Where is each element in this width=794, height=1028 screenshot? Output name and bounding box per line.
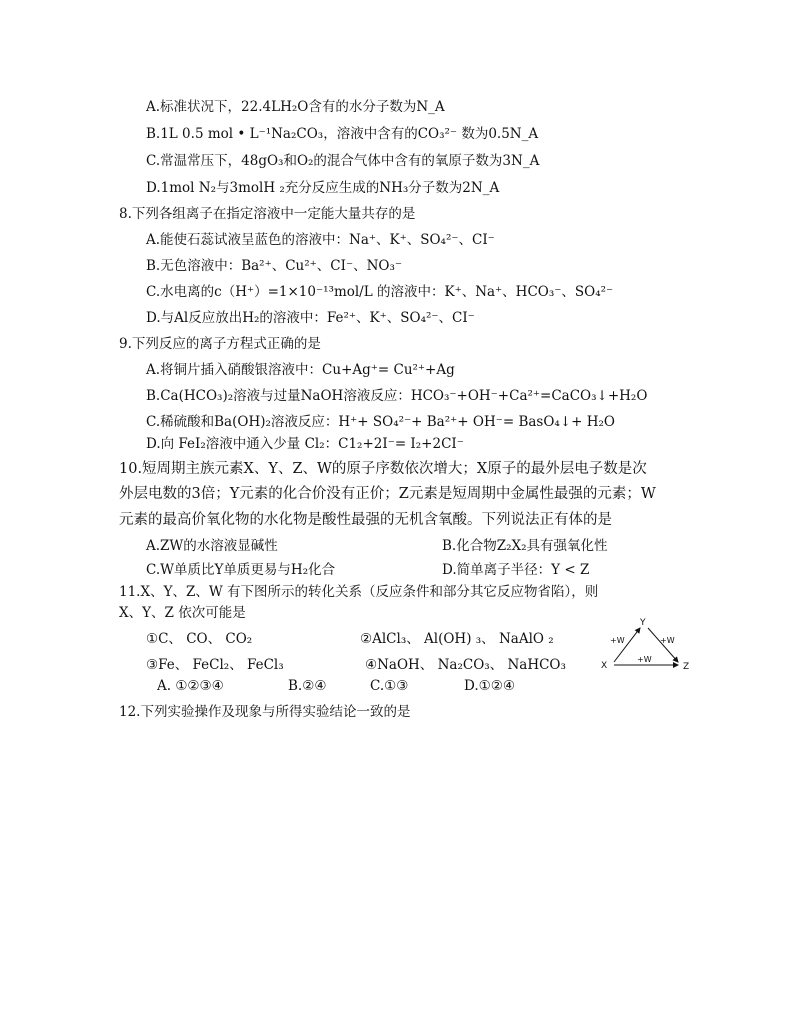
q11-stem-line2: X、Y、Z 依次可能是 [119,605,246,621]
q10-option-b: B.化合物Z₂X₂具有强氧化性 [442,538,608,554]
q11-option-d: D.①②④ [464,678,515,694]
q9-stem: 9.下列反应的离子方程式正确的是 [119,336,321,352]
q11-option-b: B.②④ [288,678,327,694]
q7-option-b: B.1L 0.5 mol • L⁻¹Na₂CO₃，溶液中含有的CO₃²⁻ 数为0.5N_A [146,126,539,142]
q7-option-d: D.1mol N₂与3molH ₂充分反应生成的NH₃分子数为2N_A [146,180,500,196]
arrow-y-to-z [648,628,678,662]
q7-option-a: A.标准状况下，22.4LH₂O含有的水分子数为N_A [146,99,445,115]
q9-option-a: A.将铜片插入硝酸银溶液中：Cu+Ag⁺= Cu²⁺+Ag [146,362,455,378]
q9-option-c: C.稀硫酸和Ba(OH)₂溶液反应：H⁺+ SO₄²⁻+ Ba²⁺+ OH⁻= BasO₄↓+ H₂O [146,414,615,430]
q8-option-a: A.能使石蕊试液呈蓝色的溶液中：Na⁺、K⁺、SO₄²⁻、CI⁻ [146,232,495,248]
q10-option-c: C.W单质比Y单质更易与H₂化合 [146,562,336,578]
q10-option-d: D.简单离子半径：Y < Z [442,562,590,578]
q8-option-c: C.水电离的c（H⁺）=1×10⁻¹³mol/L 的溶液中：K⁺、Na⁺、HCO₃⁻、SO₄²⁻ [146,284,614,300]
conversion-triangle-diagram [598,616,694,672]
q11-group-2: ②AlCl₃、 Al(OH) ₃、 NaAlO ₂ [360,631,554,647]
q9-option-d: D.向 FeI₂溶液中通入少量 Cl₂：C1₂+2I⁻= I₂+2CI⁻ [146,436,464,452]
q7-option-c: C.常温常压下，48gO₃和O₂的混合气体中含有的氧原子数为3N_A [146,153,540,169]
q11-group-4: ④NaOH、 Na₂CO₃、 NaHCO₃ [365,657,566,673]
q8-option-b: B.无色溶液中：Ba²⁺、Cu²⁺、CI⁻、NO₃⁻ [146,258,402,274]
q11-stem-line1: 11.X、Y、Z、W 有下图所示的转化关系（反应条件和部分其它反应物省陷），则 [119,584,599,600]
q11-group-1: ①C、 CO、 CO₂ [146,631,253,647]
reagent-w-right: +W [660,636,675,645]
q11-option-a: A. ①②③④ [157,678,224,694]
q11-group-3: ③Fe、 FeCl₂、 FeCl₃ [146,657,284,673]
q10-stem-line1: 10.短周期主族元素X、Y、Z、W的原子序数依次增大；X原子的最外层电子数是次 [119,461,647,477]
node-x: X [601,661,608,671]
q10-option-a: A.ZW的水溶液显碱性 [146,538,278,554]
reagent-w-bottom: +W [637,655,652,664]
q12-stem: 12.下列实验操作及现象与所得实验结论一致的是 [119,704,411,720]
q9-option-b: B.Ca(HCO₃)₂溶液与过量NaOH溶液反应：HCO₃⁻+OH⁻+Ca²⁺=CaCO₃↓+H₂O [146,388,648,404]
q11-option-c: C.①③ [370,678,409,694]
node-z: Z [683,662,690,672]
q10-stem-line3: 元素的最高价氧化物的水化物是酸性最强的无机含氧酸。下列说法正有体的是 [119,512,612,528]
q8-option-d: D.与Al反应放出H₂的溶液中：Fe²⁺、K⁺、SO₄²⁻、CI⁻ [146,310,475,326]
reagent-w-left: +W [610,636,625,645]
node-y: Y [640,618,646,628]
q10-stem-line2: 外层电数的3倍；Y元素的化合价没有正价；Z元素是短周期中金属性最强的元素；W [119,486,656,502]
q8-stem: 8.下列各组离子在指定溶液中一定能大量共存的是 [119,206,416,222]
